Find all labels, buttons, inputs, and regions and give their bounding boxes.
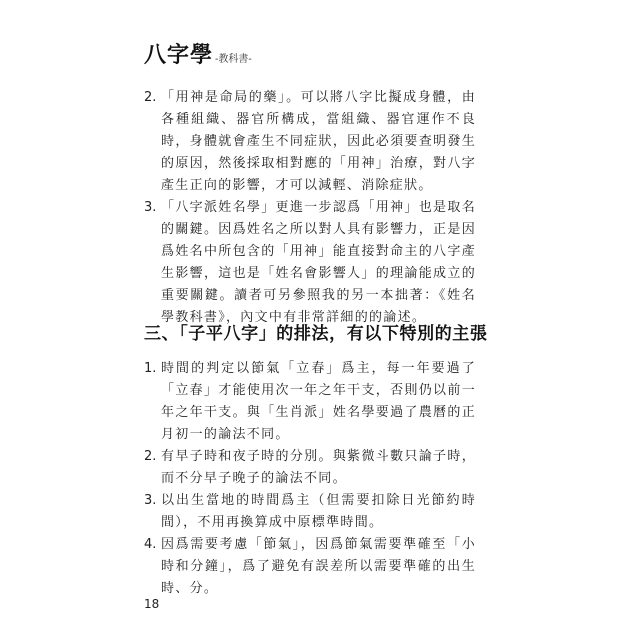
list-item xyxy=(144,534,476,600)
list-item-text: 因爲需要考慮「節氣」，因爲節氣需要準確至「小時和分鐘」，爲了避免有誤差所以需要準確的出生時、分。 xyxy=(161,537,476,596)
list-item xyxy=(144,197,476,329)
running-header xyxy=(144,38,252,69)
list-item-text: 「用神是命局的藥」。可以將八字比擬成身體，由各種組織、器官所構成，當組織、器官運作不良時，身體就會產生不同症狀，因此必須要查明發生的原因，然後採取相對應的「用神」治療，對八字產生正向的影響，才可以減輕、消除症狀。 xyxy=(161,90,476,193)
list-item-number: 2. xyxy=(144,449,157,464)
list-item-number: 1. xyxy=(144,361,157,376)
list-item xyxy=(144,490,476,534)
numbered-list-rules xyxy=(144,358,476,600)
section-heading: 三、「子平八字」的排法，有以下特別的主張 xyxy=(144,324,488,344)
list-item-number: 4. xyxy=(144,537,157,552)
list-item-text: 有早子時和夜子時的分別。與紫微斗數只論子時，而不分早子晚子的論法不同。 xyxy=(161,449,476,486)
book-subtitle: -教科書- xyxy=(215,54,252,65)
list-item xyxy=(144,358,476,446)
list-item-number: 3. xyxy=(144,200,157,215)
list-item xyxy=(144,87,476,197)
page-number: 18 xyxy=(144,597,160,611)
list-item-text: 「八字派姓名學」更進一步認爲「用神」也是取名的關鍵。因爲姓名之所以對人具有影響力，正是因爲姓名中所包含的「用神」能直接對命主的八字產生影響，這也是「姓名會影響人」的理論能成立的重要關鍵。讀者可另參照我的另一本拙著：《姓名學教科書》，內文中有非常詳細的的論述。 xyxy=(161,200,476,325)
numbered-list-continued xyxy=(144,87,476,329)
list-item-text: 以出生當地的時間爲主（但需要扣除日光節約時間），不用再換算成中原標準時間。 xyxy=(161,493,476,530)
list-item xyxy=(144,446,476,490)
list-item-number: 2. xyxy=(144,90,157,105)
book-title: 八字學 xyxy=(144,42,214,68)
list-item-text: 時間的判定以節氣「立春」爲主，每一年要過了「立春」才能使用次一年之年干支，否則仍以前一年之年干支。與「生肖派」姓名學要過了農曆的正月初一的論法不同。 xyxy=(161,361,476,442)
list-item-number: 3. xyxy=(144,493,157,508)
